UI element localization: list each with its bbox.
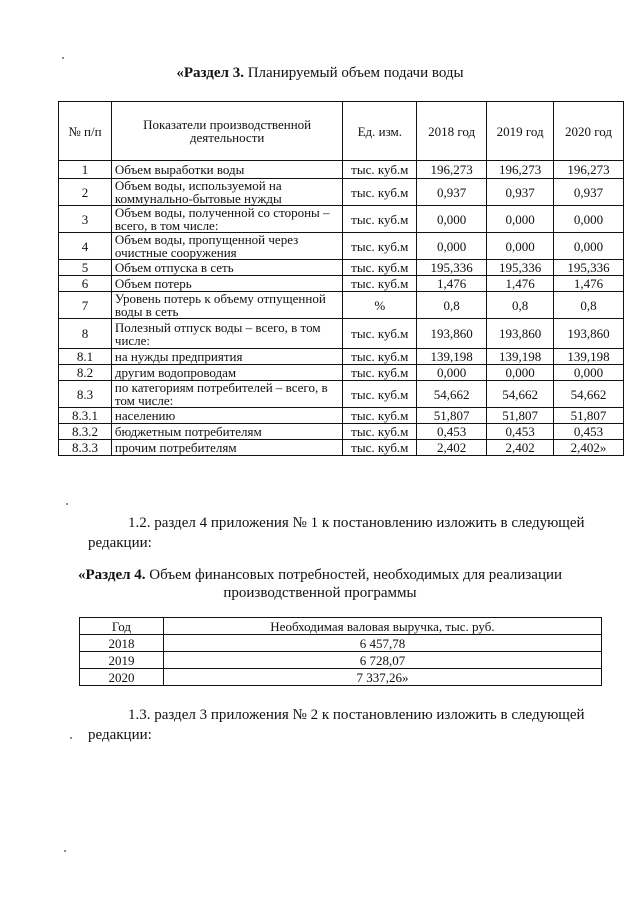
table-row <box>59 260 624 276</box>
scan-speck <box>66 503 68 505</box>
row-indicator-cell: прочим потребителям <box>111 440 342 456</box>
row-value-2018-cell: 0,000 <box>417 206 487 233</box>
row-indicator-cell: на нужды предприятия <box>111 349 342 365</box>
table-header-row <box>80 618 602 635</box>
row-value-2019-cell: 0,937 <box>487 179 554 206</box>
row-unit-cell: тыс. куб.м <box>343 349 417 365</box>
table-row <box>59 381 624 408</box>
row-value-2018-cell: 0,937 <box>417 179 487 206</box>
row-value-2019-cell: 51,807 <box>487 408 554 424</box>
row-indicator-cell: по категориям потребителей – всего, в том числе: <box>111 381 342 408</box>
row-number-cell: 7 <box>59 292 112 319</box>
table-row <box>59 365 624 381</box>
row-revenue-cell: 7 337,26» <box>163 669 601 686</box>
row-value-2020-cell: 0,8 <box>554 292 624 319</box>
row-value-2019-cell: 0,000 <box>487 206 554 233</box>
row-indicator-cell: Объем воды, используемой на коммунально-бытовые нужды <box>111 179 342 206</box>
table-row <box>59 440 624 456</box>
row-year-cell: 2018 <box>80 635 164 652</box>
scan-speck <box>64 850 66 852</box>
row-number-cell: 8.3.2 <box>59 424 112 440</box>
row-indicator-cell: Объем отпуска в сеть <box>111 260 342 276</box>
row-value-2020-cell: 51,807 <box>554 408 624 424</box>
row-indicator-cell: Объем воды, полученной со стороны – всего, в том числе: <box>111 206 342 233</box>
row-indicator-cell: Объем воды, пропущенной через очистные сооружения <box>111 233 342 260</box>
row-value-2020-cell: 196,273 <box>554 161 624 179</box>
row-number-cell: 8.3.1 <box>59 408 112 424</box>
row-revenue-cell: 6 728,07 <box>163 652 601 669</box>
header-cell-unit: Ед. изм. <box>343 102 417 161</box>
row-unit-cell: тыс. куб.м <box>343 233 417 260</box>
paragraph-1-3-text: 1.3. раздел 3 приложения № 2 к постановлению изложить в следующей редакции: <box>88 707 585 743</box>
header-cell-2018: 2018 год <box>417 102 487 161</box>
row-unit-cell: тыс. куб.м <box>343 206 417 233</box>
row-value-2020-cell: 0,000 <box>554 365 624 381</box>
row-value-2019-cell: 195,336 <box>487 260 554 276</box>
header-cell-year: Год <box>80 618 164 635</box>
row-unit-cell: тыс. куб.м <box>343 161 417 179</box>
row-value-2020-cell: 0,453 <box>554 424 624 440</box>
row-indicator-cell: другим водопроводам <box>111 365 342 381</box>
row-value-2018-cell: 1,476 <box>417 276 487 292</box>
row-value-2020-cell: 193,860 <box>554 319 624 349</box>
table-header-row <box>59 102 624 161</box>
row-unit-cell: тыс. куб.м <box>343 440 417 456</box>
row-number-cell: 4 <box>59 233 112 260</box>
water-supply-table <box>58 101 624 456</box>
row-value-2018-cell: 0,8 <box>417 292 487 319</box>
section3-title <box>60 64 580 82</box>
row-value-2018-cell: 196,273 <box>417 161 487 179</box>
section4-title <box>60 566 580 602</box>
row-number-cell: 8.3 <box>59 381 112 408</box>
row-number-cell: 5 <box>59 260 112 276</box>
table-row <box>80 669 602 686</box>
row-value-2019-cell: 0,453 <box>487 424 554 440</box>
financial-needs-table-body <box>80 635 602 686</box>
row-number-cell: 1 <box>59 161 112 179</box>
row-value-2019-cell: 0,000 <box>487 365 554 381</box>
table-row <box>59 319 624 349</box>
row-indicator-cell: бюджетным потребителям <box>111 424 342 440</box>
row-value-2020-cell: 0,937 <box>554 179 624 206</box>
row-value-2018-cell: 2,402 <box>417 440 487 456</box>
row-number-cell: 8.1 <box>59 349 112 365</box>
financial-needs-table <box>79 617 602 686</box>
row-number-cell: 6 <box>59 276 112 292</box>
row-unit-cell: тыс. куб.м <box>343 381 417 408</box>
table-row <box>59 292 624 319</box>
section3-title-bold: «Раздел 3. <box>176 65 244 81</box>
table-row <box>59 276 624 292</box>
header-cell-indicator: Показатели производственной деятельности <box>111 102 342 161</box>
row-value-2018-cell: 139,198 <box>417 349 487 365</box>
scan-speck <box>70 737 72 739</box>
row-value-2019-cell: 2,402 <box>487 440 554 456</box>
row-unit-cell: тыс. куб.м <box>343 424 417 440</box>
row-number-cell: 3 <box>59 206 112 233</box>
row-value-2018-cell: 0,000 <box>417 233 487 260</box>
row-indicator-cell: Объем потерь <box>111 276 342 292</box>
row-value-2020-cell: 0,000 <box>554 233 624 260</box>
row-unit-cell: тыс. куб.м <box>343 408 417 424</box>
row-value-2019-cell: 196,273 <box>487 161 554 179</box>
row-value-2018-cell: 0,000 <box>417 365 487 381</box>
row-value-2019-cell: 139,198 <box>487 349 554 365</box>
section4-title-bold: «Раздел 4. <box>77 567 146 583</box>
table-row <box>80 635 602 652</box>
paragraph-1-3 <box>88 705 598 745</box>
paragraph-1-2 <box>88 513 598 553</box>
row-unit-cell: тыс. куб.м <box>343 276 417 292</box>
row-indicator-cell: Объем выработки воды <box>111 161 342 179</box>
row-number-cell: 8 <box>59 319 112 349</box>
row-value-2018-cell: 54,662 <box>417 381 487 408</box>
row-year-cell: 2020 <box>80 669 164 686</box>
row-revenue-cell: 6 457,78 <box>163 635 601 652</box>
header-cell-revenue: Необходимая валовая выручка, тыс. руб. <box>163 618 601 635</box>
row-value-2018-cell: 195,336 <box>417 260 487 276</box>
row-value-2019-cell: 1,476 <box>487 276 554 292</box>
header-cell-2019: 2019 год <box>487 102 554 161</box>
row-indicator-cell: Полезный отпуск воды – всего, в том числе: <box>111 319 342 349</box>
table-row <box>59 233 624 260</box>
table-row <box>59 179 624 206</box>
row-value-2019-cell: 54,662 <box>487 381 554 408</box>
row-value-2020-cell: 2,402» <box>554 440 624 456</box>
table-row <box>59 349 624 365</box>
row-unit-cell: % <box>343 292 417 319</box>
table-row <box>59 408 624 424</box>
row-value-2020-cell: 139,198 <box>554 349 624 365</box>
row-number-cell: 8.3.3 <box>59 440 112 456</box>
table-row <box>80 652 602 669</box>
row-indicator-cell: Уровень потерь к объему отпущенной воды в сеть <box>111 292 342 319</box>
paragraph-1-2-text: 1.2. раздел 4 приложения № 1 к постановлению изложить в следующей редакции: <box>88 515 585 551</box>
row-number-cell: 2 <box>59 179 112 206</box>
row-unit-cell: тыс. куб.м <box>343 179 417 206</box>
row-indicator-cell: населению <box>111 408 342 424</box>
table-row <box>59 161 624 179</box>
row-unit-cell: тыс. куб.м <box>343 365 417 381</box>
scan-speck <box>62 57 64 59</box>
row-value-2019-cell: 0,000 <box>487 233 554 260</box>
section3-title-rest: Планируемый объем подачи воды <box>243 65 464 81</box>
row-value-2020-cell: 195,336 <box>554 260 624 276</box>
table-row <box>59 206 624 233</box>
header-cell-number: № п/п <box>59 102 112 161</box>
row-unit-cell: тыс. куб.м <box>343 319 417 349</box>
row-unit-cell: тыс. куб.м <box>343 260 417 276</box>
row-value-2020-cell: 0,000 <box>554 206 624 233</box>
table-row <box>59 424 624 440</box>
row-value-2018-cell: 0,453 <box>417 424 487 440</box>
header-cell-2020: 2020 год <box>554 102 624 161</box>
section4-title-rest: Объем финансовых потребностей, необходимых для реализации производственной программы <box>145 567 563 601</box>
row-value-2018-cell: 193,860 <box>417 319 487 349</box>
row-year-cell: 2019 <box>80 652 164 669</box>
row-value-2020-cell: 1,476 <box>554 276 624 292</box>
row-value-2019-cell: 0,8 <box>487 292 554 319</box>
water-supply-table-body <box>59 161 624 456</box>
row-value-2019-cell: 193,860 <box>487 319 554 349</box>
row-value-2018-cell: 51,807 <box>417 408 487 424</box>
row-value-2020-cell: 54,662 <box>554 381 624 408</box>
row-number-cell: 8.2 <box>59 365 112 381</box>
